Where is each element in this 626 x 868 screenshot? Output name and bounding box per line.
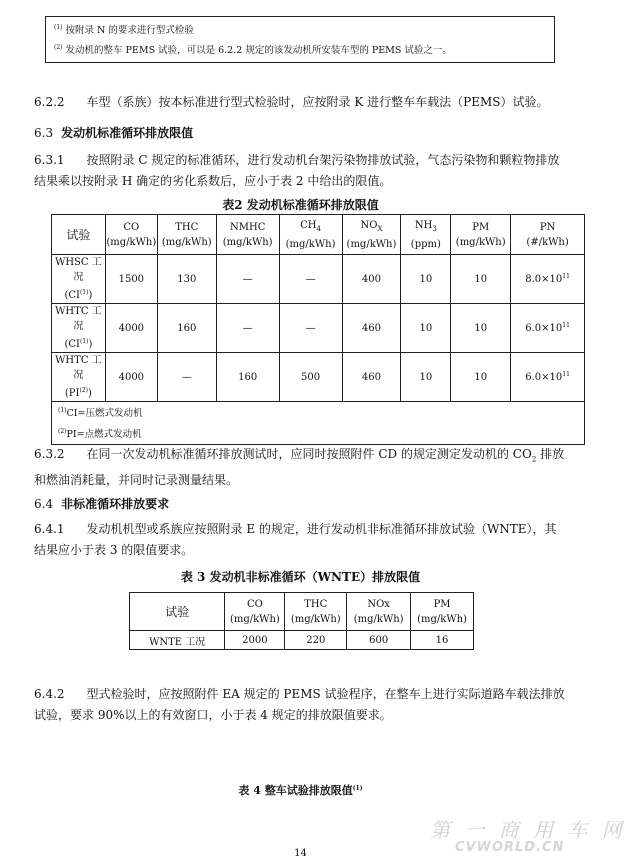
table-row — [52, 304, 585, 353]
header-nox: NOx (mg/kWh) — [347, 593, 411, 631]
cell-nh3: 10 — [401, 353, 451, 402]
cell-thc: 220 — [285, 631, 347, 650]
cell-co: 1500 — [105, 255, 157, 304]
cell-nmhc: — — [216, 304, 279, 353]
section-line-2: 结果应小于表 3 的限值要求。 — [34, 543, 194, 557]
watermark-url: CVWORLD.CN — [455, 840, 565, 855]
table-footnote-2: $^{(2)}$PI=点燃式发动机 — [58, 428, 142, 440]
table-2-caption: 表2 发动机标准循环排放限值 — [222, 198, 379, 212]
cell-test: WNTE 工况 — [130, 631, 225, 650]
cell-test: WHTC 工况 (CI$^{(1)}$) — [52, 304, 106, 353]
cell-nox: 600 — [347, 631, 411, 650]
cell-nox: 460 — [342, 304, 401, 353]
header-test: 试验 — [130, 593, 225, 631]
table-4-caption: 表 4 整车试验排放限值$^{(1)}$ — [238, 784, 363, 797]
cell-ch4: 500 — [279, 353, 342, 402]
footnote-1 — [54, 22, 194, 36]
header-thc: THC (mg/kWh) — [157, 215, 216, 255]
cell-nh3: 10 — [401, 304, 451, 353]
cell-thc: 130 — [157, 255, 216, 304]
header-test: 试验 — [52, 215, 106, 255]
heading-title: 发动机标准循环排放限值 — [61, 126, 194, 140]
cell-co: 2000 — [225, 631, 285, 650]
cell-test: WHTC 工况 (PI$^{(2)}$) — [52, 353, 106, 402]
cell-pm: 10 — [451, 304, 511, 353]
section-6-2-2 — [34, 92, 580, 113]
cell-nmhc: — — [216, 255, 279, 304]
section-6-4-2 — [34, 684, 580, 726]
header-pm: PM (mg/kWh) — [451, 215, 511, 255]
table-3 — [129, 592, 474, 650]
footnote-1-text: 按附录 N 的要求进行型式检验 — [65, 25, 194, 36]
section-line-2: 结果乘以按附录 H 确定的劣化系数后，应小于表 2 中给出的限值。 — [34, 174, 392, 188]
cell-pn: $6.0\times 10^{11}$ — [511, 353, 585, 402]
table-footnote-1: $^{(1)}$CI=压燃式发动机 — [58, 407, 143, 419]
cell-thc: 160 — [157, 304, 216, 353]
header-ch4: $CH_4$ (mg/kWh) — [279, 215, 342, 255]
cell-co: 4000 — [105, 353, 157, 402]
cell-pm: 10 — [451, 353, 511, 402]
heading-title: 非标准循环排放要求 — [61, 497, 170, 511]
section-number: 6.2.2 — [34, 95, 65, 109]
cell-nh3: 10 — [401, 255, 451, 304]
section-number: 6.3.1 — [34, 153, 65, 167]
section-line-1: 按照附录 C 规定的标准循环，进行发动机台架污染物排放试验，气态污染物和颗粒物排放 — [86, 153, 560, 167]
header-nox: $NO_X$ (mg/kWh) — [342, 215, 401, 255]
section-6-3-1 — [34, 150, 580, 192]
heading-6-4 — [34, 495, 169, 512]
cell-nox: 460 — [342, 353, 401, 402]
header-pn: PN (#/kWh) — [511, 215, 585, 255]
cell-co: 4000 — [105, 304, 157, 353]
header-thc: THC (mg/kWh) — [285, 593, 347, 631]
table-3-caption: 表 3 发动机非标准循环（WNTE）排放限值 — [180, 570, 421, 584]
cell-nox: 400 — [342, 255, 401, 304]
table-footnote-cell — [52, 402, 585, 445]
heading-6-3 — [34, 124, 193, 141]
header-co: CO (mg/kWh) — [105, 215, 157, 255]
cell-ch4: — — [279, 255, 342, 304]
footnote-1-mark: (1) — [54, 24, 63, 31]
section-line-2: 和燃油消耗量，并同时记录测量结果。 — [34, 473, 239, 488]
watermark-text: 第 一 商 用 车 网 — [430, 818, 626, 842]
footnote-box — [45, 16, 555, 63]
cell-thc: — — [157, 353, 216, 402]
table-row — [52, 353, 585, 402]
cell-pm: 16 — [411, 631, 474, 650]
table-footnotes — [52, 402, 585, 445]
section-number: 6.4.1 — [34, 522, 65, 536]
cell-pn: $6.0\times 10^{11}$ — [511, 304, 585, 353]
header-co: CO (mg/kWh) — [225, 593, 285, 631]
section-line-1: 发动机机型或系族应按照附录 E 的规定，进行发动机非标准循环排放试验（WNTE），其 — [86, 522, 557, 536]
heading-number: 6.3 — [34, 126, 54, 140]
page-number: 14 — [294, 848, 307, 859]
section-6-4-1 — [34, 519, 580, 561]
cell-pm: 10 — [451, 255, 511, 304]
section-line-1: 型式检验时，应按照附件 EA 规定的 PEMS 试验程序，在整车上进行实际道路车载法排放 — [86, 687, 565, 701]
section-line-1: 在同一次发动机标准循环排放测试时，应同时按照附件 CD 的规定测定发动机的 CO — [86, 447, 532, 461]
footnote-2 — [54, 42, 452, 56]
cell-test: WHSC 工况 (CI$^{(1)}$) — [52, 255, 106, 304]
heading-number: 6.4 — [34, 497, 54, 511]
footnote-2-text: 发动机的整车 PEMS 试验，可以是 6.2.2 规定的该发动机所安装车型的 PEMS 试验之一。 — [65, 45, 452, 56]
section-number: 6.4.2 — [34, 687, 65, 701]
cell-ch4: — — [279, 304, 342, 353]
cell-pn: $8.0\times 10^{11}$ — [511, 255, 585, 304]
section-text: 车型（系族）按本标准进行型式检验时，应按附录 K 进行整车车载法（PEMS）试验。 — [86, 95, 549, 109]
header-nmhc: NMHC (mg/kWh) — [216, 215, 279, 255]
table-row — [52, 255, 585, 304]
table-header-row — [52, 215, 585, 255]
cell-nmhc: 160 — [216, 353, 279, 402]
table-header-row — [130, 593, 474, 631]
footnote-2-mark: (2) — [54, 44, 63, 51]
table-2 — [51, 214, 585, 445]
section-line-2: 试验，要求 90%以上的有效窗口，小于表 4 规定的排放限值要求。 — [34, 708, 392, 722]
section-6-3-2: 6.3.2 在同一次发动机标准循环排放测试时，应同时按照附件 CD 的规定测定发动机的 $CO_2$ 排放 和燃油消耗量，并同时记录测量结果。 — [34, 447, 565, 488]
header-pm: PM (mg/kWh) — [411, 593, 474, 631]
table-row — [130, 631, 474, 650]
section-number: 6.3.2 — [34, 447, 65, 461]
header-nh3: $NH_3$ (ppm) — [401, 215, 451, 255]
